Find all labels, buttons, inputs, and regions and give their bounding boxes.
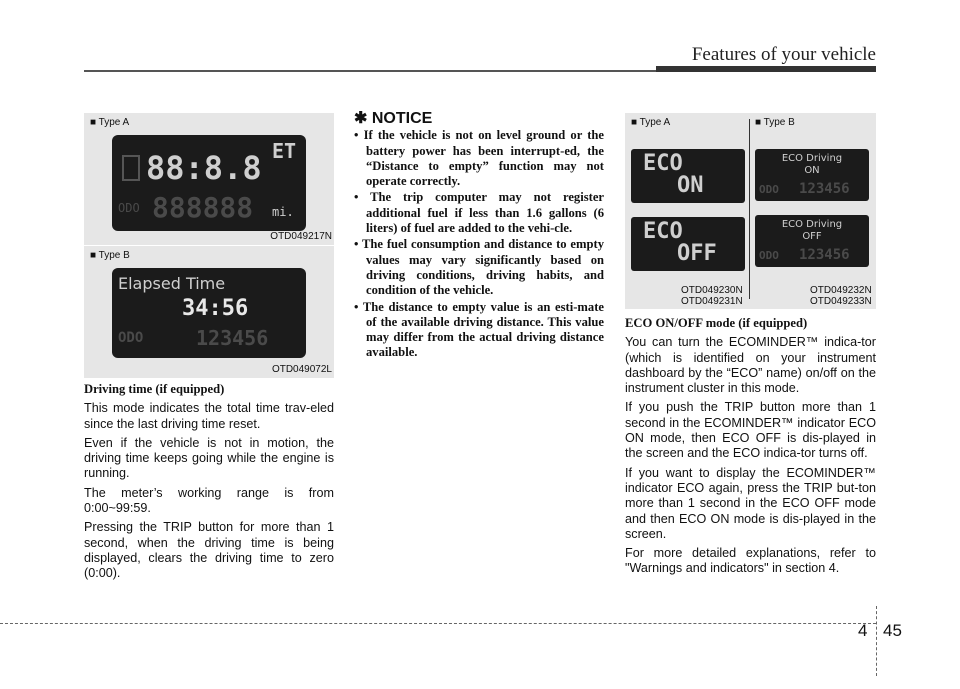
notice-item: • The trip computer may not register additional fuel if less than 1.6 gallons (6 liters) of fuel are added to the vehi-cle. — [354, 190, 604, 236]
notice-item: • The distance to empty value is an esti-mate of the available driving distance. This value may differ from the actual driving distance available. — [354, 299, 604, 360]
header-accent-bar — [656, 66, 876, 72]
lcd-unit: mi. — [272, 205, 294, 219]
page-number-separator — [876, 606, 877, 676]
figure-label-b: ■ Type B — [755, 117, 795, 128]
paragraph: For more detailed explanations, refer to "Warnings and indicators" in section 4. — [625, 546, 876, 576]
eco-driving-state: OFF — [802, 231, 822, 242]
lcd-digits: 123456 — [799, 247, 850, 263]
fuel-icon — [122, 155, 140, 181]
driving-time-heading: Driving time (if equipped) — [84, 382, 225, 396]
paragraph: If you push the TRIP button more than 1 second in the ECOMINDER™ indicator ECO ON mode, then ECO OFF is dis-played in the screen and the ECO indica-tor turns off. — [625, 400, 876, 461]
figure-divider — [749, 119, 750, 299]
paragraph: This mode indicates the total time trav-eled since the last driving time reset. — [84, 401, 334, 431]
figure-label: ■ Type B — [90, 250, 130, 261]
right-text-column — [625, 316, 876, 581]
lcd-time: 88:8.8 — [146, 149, 262, 187]
eco-on-display-b — [755, 149, 869, 201]
footer-rule — [0, 623, 876, 624]
figure-code: OTD049217N — [270, 231, 332, 242]
lcd-title: Elapsed Time — [118, 274, 226, 293]
section-title: Features of your vehicle — [691, 44, 876, 65]
eco-driving-label: ECO Driving — [781, 153, 843, 164]
lcd-display-a — [112, 135, 306, 231]
eco-label: ECO — [643, 219, 683, 244]
eco-driving-label: ECO Driving — [781, 219, 843, 230]
paragraph: If you want to display the ECOMINDER™ indicator ECO again, press the TRIP but-ton more than 1 second in the ECO OFF mode and then ECO ON mode is dis-played in the screen. — [625, 465, 876, 541]
lcd-digits: 123456 — [799, 181, 850, 197]
eco-off-display-b — [755, 215, 869, 267]
lcd-time: 34:56 — [182, 296, 249, 321]
lcd-odo: ODO — [118, 330, 144, 346]
figure-eco — [625, 113, 876, 309]
eco-label: ECO — [643, 151, 683, 176]
lcd-odo: ODO — [759, 183, 779, 196]
figure-label-a: ■ Type A — [631, 117, 671, 128]
page-number: 45 — [883, 621, 902, 640]
eco-mode-heading: ECO ON/OFF mode (if equipped) — [625, 316, 808, 330]
figure-code: OTD049232N — [810, 285, 872, 296]
lcd-odo: ODO — [759, 249, 779, 262]
eco-off-display-a — [631, 217, 745, 271]
figure-code: OTD049231N — [681, 296, 743, 307]
lcd-digits: 123456 — [196, 326, 269, 350]
figure-type-b — [84, 246, 334, 378]
lcd-badge: ET — [272, 139, 297, 163]
notice-title: ✱ NOTICE — [354, 110, 433, 127]
lcd-odo: ODO — [118, 201, 140, 215]
figure-label: ■ Type A — [90, 117, 130, 128]
eco-driving-state: ON — [804, 165, 820, 176]
left-text-column — [84, 382, 334, 586]
eco-state: OFF — [677, 241, 717, 266]
figure-code: OTD049233N — [810, 296, 872, 307]
lcd-display-b — [112, 268, 306, 358]
figure-type-a — [84, 113, 334, 245]
paragraph: Pressing the TRIP button for more than 1 second, when the driving time is being displayed, clears the driving time to zero (0:00). — [84, 520, 334, 581]
notice-box — [354, 111, 604, 362]
eco-on-display-a — [631, 149, 745, 203]
chapter-number: 4 — [858, 621, 868, 640]
lcd-digits: 888888 — [152, 191, 254, 224]
paragraph: You can turn the ECOMINDER™ indica-tor (which is identified on your instrument dashboard by the “ECO” name) on/off on the instrument cluster in this mode. — [625, 335, 876, 396]
paragraph: Even if the vehicle is not in motion, the driving time keeps going while the engine is running. — [84, 435, 334, 481]
figure-code: OTD049230N — [681, 285, 743, 296]
paragraph: The meter’s working range is from 0:00~99:59. — [84, 485, 334, 516]
notice-list — [354, 128, 604, 360]
eco-state: ON — [677, 173, 704, 198]
figure-code: OTD049072L — [271, 364, 332, 375]
notice-item: • If the vehicle is not on level ground or the battery power has been interrupt-ed, the “Distance to empty” function may not operate correctly. — [354, 128, 605, 189]
notice-item: • The fuel consumption and distance to empty values may vary significantly based on driving conditions, driving habits, and condition of the vehicle. — [354, 237, 604, 298]
